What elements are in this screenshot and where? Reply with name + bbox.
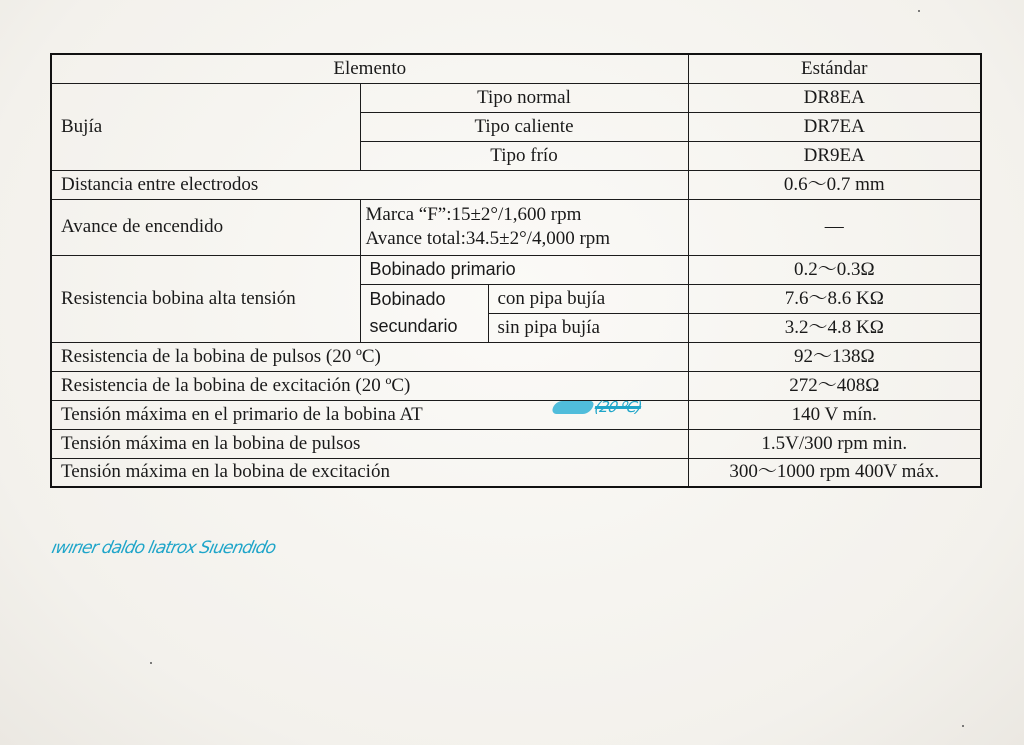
secundario-label-line-1: Bobinado bbox=[369, 289, 446, 309]
secundario-label-line-2: secundario bbox=[369, 316, 458, 336]
handwritten-note: ıwırıer daldo lıatrox Sıuendıdo bbox=[49, 538, 278, 558]
bujia-value: DR8EA bbox=[688, 83, 981, 112]
handwritten-margin-mark bbox=[551, 398, 643, 416]
row-label: Tensión máxima en la bobina de excitación bbox=[51, 458, 688, 487]
avance-detail bbox=[360, 199, 688, 255]
avance-line-2: Avance total:34.5±2°/4,000 rpm bbox=[365, 228, 611, 249]
table-row bbox=[51, 255, 981, 284]
row-value: 1.5V/300 rpm min. bbox=[688, 429, 981, 458]
distancia-label: Distancia entre electrodos bbox=[51, 170, 688, 199]
row-label: Resistencia de la bobina de excitación (20 ºC) bbox=[51, 371, 688, 400]
sin-pipa-label: sin pipa bujía bbox=[488, 313, 688, 342]
table-row bbox=[51, 83, 981, 112]
header-standard: Estándar bbox=[688, 54, 981, 83]
table-row bbox=[51, 199, 981, 255]
distancia-value: 0.6～0.7 mm bbox=[688, 170, 981, 199]
row-value: 272～408Ω bbox=[688, 371, 981, 400]
primario-label: Bobinado primario bbox=[360, 255, 688, 284]
paper-speck bbox=[918, 10, 920, 12]
row-value: 140 V mín. bbox=[688, 400, 981, 429]
table-row bbox=[51, 170, 981, 199]
avance-line-1: Marca “F”:15±2°/1,600 rpm bbox=[365, 204, 582, 226]
primario-value: 0.2～0.3Ω bbox=[688, 255, 981, 284]
row-label: Tensión máxima en el primario de la bobina AT bbox=[51, 400, 688, 429]
table-header-row bbox=[51, 54, 981, 83]
avance-value: — bbox=[688, 199, 981, 255]
bujia-value: DR7EA bbox=[688, 112, 981, 141]
row-label: Resistencia de la bobina de pulsos (20 ºC) bbox=[51, 342, 688, 371]
con-pipa-value: 7.6～8.6 KΩ bbox=[688, 284, 981, 313]
bujia-type: Tipo frío bbox=[360, 141, 688, 170]
margin-mark-text: (20 ºC) bbox=[593, 398, 644, 416]
paper-speck bbox=[962, 725, 964, 727]
specification-table bbox=[50, 53, 982, 488]
table-row bbox=[51, 429, 981, 458]
bujia-type: Tipo normal bbox=[360, 83, 688, 112]
table-row bbox=[51, 400, 981, 429]
table-row bbox=[51, 342, 981, 371]
bujia-type: Tipo caliente bbox=[360, 112, 688, 141]
bujia-label: Bujía bbox=[51, 83, 360, 170]
bobina-at-label: Resistencia bobina alta tensión bbox=[51, 255, 360, 342]
row-label: Tensión máxima en la bobina de pulsos bbox=[51, 429, 688, 458]
secundario-label bbox=[360, 284, 488, 342]
avance-label: Avance de encendido bbox=[51, 199, 360, 255]
bujia-value: DR9EA bbox=[688, 141, 981, 170]
sin-pipa-value: 3.2～4.8 KΩ bbox=[688, 313, 981, 342]
header-element: Elemento bbox=[51, 54, 688, 83]
row-value: 300～1000 rpm 400V máx. bbox=[688, 458, 981, 487]
paper-speck bbox=[150, 662, 152, 664]
ink-scribble-icon bbox=[552, 401, 595, 414]
table-row bbox=[51, 458, 981, 487]
table-row bbox=[51, 371, 981, 400]
con-pipa-label: con pipa bujía bbox=[488, 284, 688, 313]
row-value: 92～138Ω bbox=[688, 342, 981, 371]
